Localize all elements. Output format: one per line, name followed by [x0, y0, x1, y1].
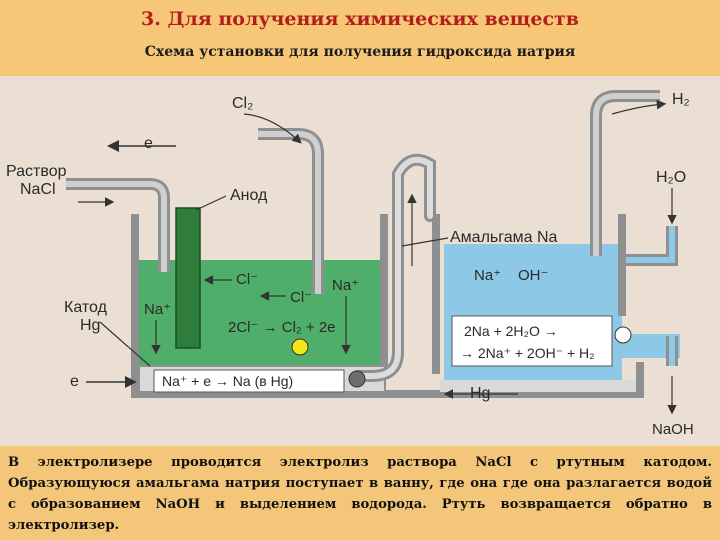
amalgam-label: Амальгама Na [450, 229, 558, 246]
ion-cl-minus-2: Cl⁻ [290, 289, 313, 306]
anode-label: Анод [230, 187, 268, 204]
cathode-reaction-text: Na⁺ + e → Na (в Hg) [162, 373, 294, 389]
anode-pointer [196, 196, 226, 210]
nacl-inlet-pipe-inner [66, 184, 164, 272]
hg-return-label: Hg [470, 385, 491, 402]
marker-yellow-dot [292, 339, 308, 355]
decomposition-reaction-line1: 2Na + 2H₂O → [464, 323, 558, 339]
slide-title: 3. Для получения химических веществ [141, 8, 579, 30]
nacl-solution-label-line2: NaCl [20, 181, 56, 198]
h2-top-label: H₂ [672, 91, 690, 108]
ion-na-plus-left: Na⁺ [144, 301, 172, 318]
h2o-inlet-pipe [626, 226, 672, 260]
cl2-label: Cl₂ [232, 95, 254, 112]
ion-na-plus-right: Na⁺ [474, 267, 502, 284]
marker-white-dot [615, 327, 631, 343]
cathode-label-line1: Катод [64, 299, 107, 316]
anode-electrode [176, 208, 200, 348]
marker-gray-dot [349, 371, 365, 387]
e-out-label: e [144, 135, 153, 152]
ion-cl-minus-1: Cl⁻ [236, 271, 259, 288]
slide-subtitle: Схема установки для получения гидроксида натрия [144, 44, 576, 60]
nacl-inlet-pipe [66, 184, 164, 272]
electrolyzer-diagram [0, 76, 720, 446]
slide-header [0, 0, 720, 76]
e-in-label: e [70, 373, 79, 390]
h2o-label: H₂O [656, 169, 687, 186]
nacl-solution-label-line1: Раствор [6, 163, 67, 180]
h2-outlet-pipe [596, 96, 660, 256]
naoh-out-label: NaOH [652, 421, 694, 438]
amalgam-pointer [402, 238, 448, 246]
h2-outlet-pipe-inner [596, 96, 660, 256]
explanation-text: В электролизере проводится электролиз раствора NaCl с ртутным катодом. Образующуюся амальгама натрия поступает в ванну, где она где она разлагается водой с образованием NaOH и выделением водорода. Ртуть возвращается обратно в электролизер. [8, 455, 712, 533]
anode-reaction: 2Cl⁻ → Cl₂ + 2e [228, 319, 336, 336]
decomposition-reaction-line2: → 2Na⁺ + 2OH⁻ + H₂ [460, 345, 595, 361]
h2-gas-arrow [612, 104, 664, 114]
ion-oh-minus-right: OH⁻ [518, 267, 549, 284]
cathode-label-line2: Hg [80, 317, 101, 334]
ion-na-plus-mid: Na⁺ [332, 277, 360, 294]
